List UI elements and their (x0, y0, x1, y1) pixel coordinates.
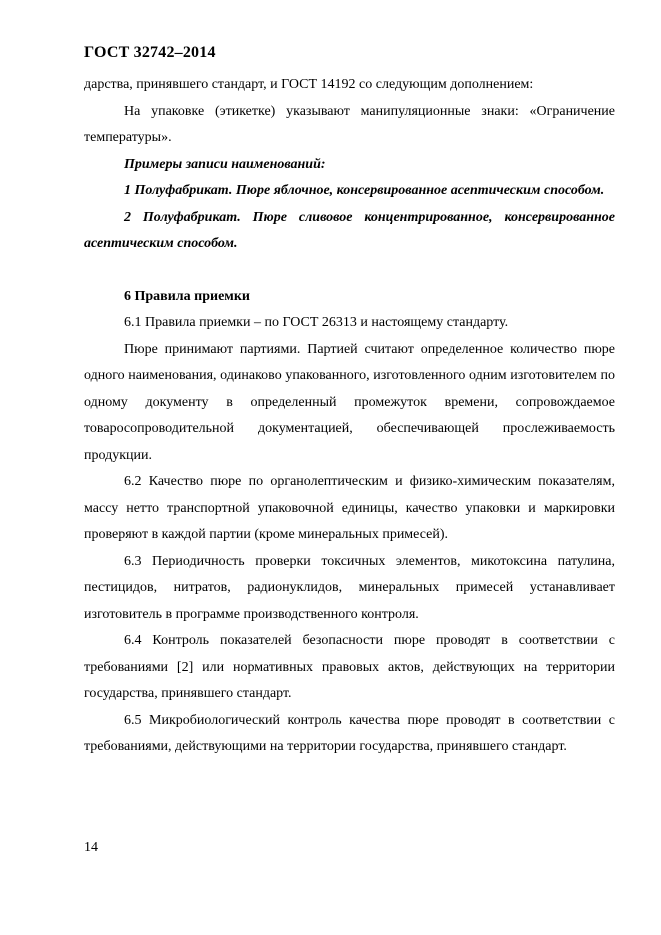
paragraph-packaging-signs: На упаковке (этикетке) указывают манипуляционные знаки: «Ограничение температуры». (84, 103, 615, 145)
clause-6-5: 6.5 Микробиологический контроль качества пюре проводят в соответствии с требованиями, действующими на территории государства, принявшего стандарт. (84, 712, 615, 754)
clause-6-1: 6.1 Правила приемки – по ГОСТ 26313 и настоящему стандарту. (124, 315, 509, 330)
example-2: 2 Полуфабрикат. Пюре сливовое концентрированное, консервированное асептическим способом. (84, 209, 615, 251)
clause-6-2: 6.2 Качество пюре по органолептическим и физико-химическим показателям, массу нетто транспортной упаковочной единицы, качество упаковки и маркировки проверяют в каждой партии (кроме минеральных примесей). (84, 474, 615, 542)
clause-6-1-batches: Пюре принимают партиями. Партией считают определенное количество пюре одного наименования, одинаково упакованного, изготовленного одним изготовителем по одному документу в определенный промежуток времени, сопровождаемое товаросопроводительной документацией, обеспечивающей прослеживаемость продукции. (84, 341, 615, 463)
document-code-header: ГОСТ 32742–2014 (84, 44, 216, 61)
example-1: 1 Полуфабрикат. Пюре яблочное, консервированное асептическим способом. (124, 183, 605, 198)
section-title: 6 Правила приемки (124, 288, 250, 304)
examples-heading: Примеры записи наименований: (124, 156, 326, 172)
paragraph-continuation: дарства, принявшего стандарт, и ГОСТ 14192 со следующим дополнением: (84, 77, 534, 92)
page-number: 14 (84, 840, 98, 855)
clause-6-3: 6.3 Периодичность проверки токсичных элементов, микотоксина патулина, пестицидов, нитратов, радионуклидов, минеральных примесей устанавливает изготовитель в программе производственного контроля. (84, 553, 615, 622)
document-body (84, 72, 615, 761)
clause-6-4: 6.4 Контроль показателей безопасности пюре проводят в соответствии с требованиями [2] или нормативных правовых актов, действующих на территории государства, принявшего стандарт. (84, 633, 615, 701)
